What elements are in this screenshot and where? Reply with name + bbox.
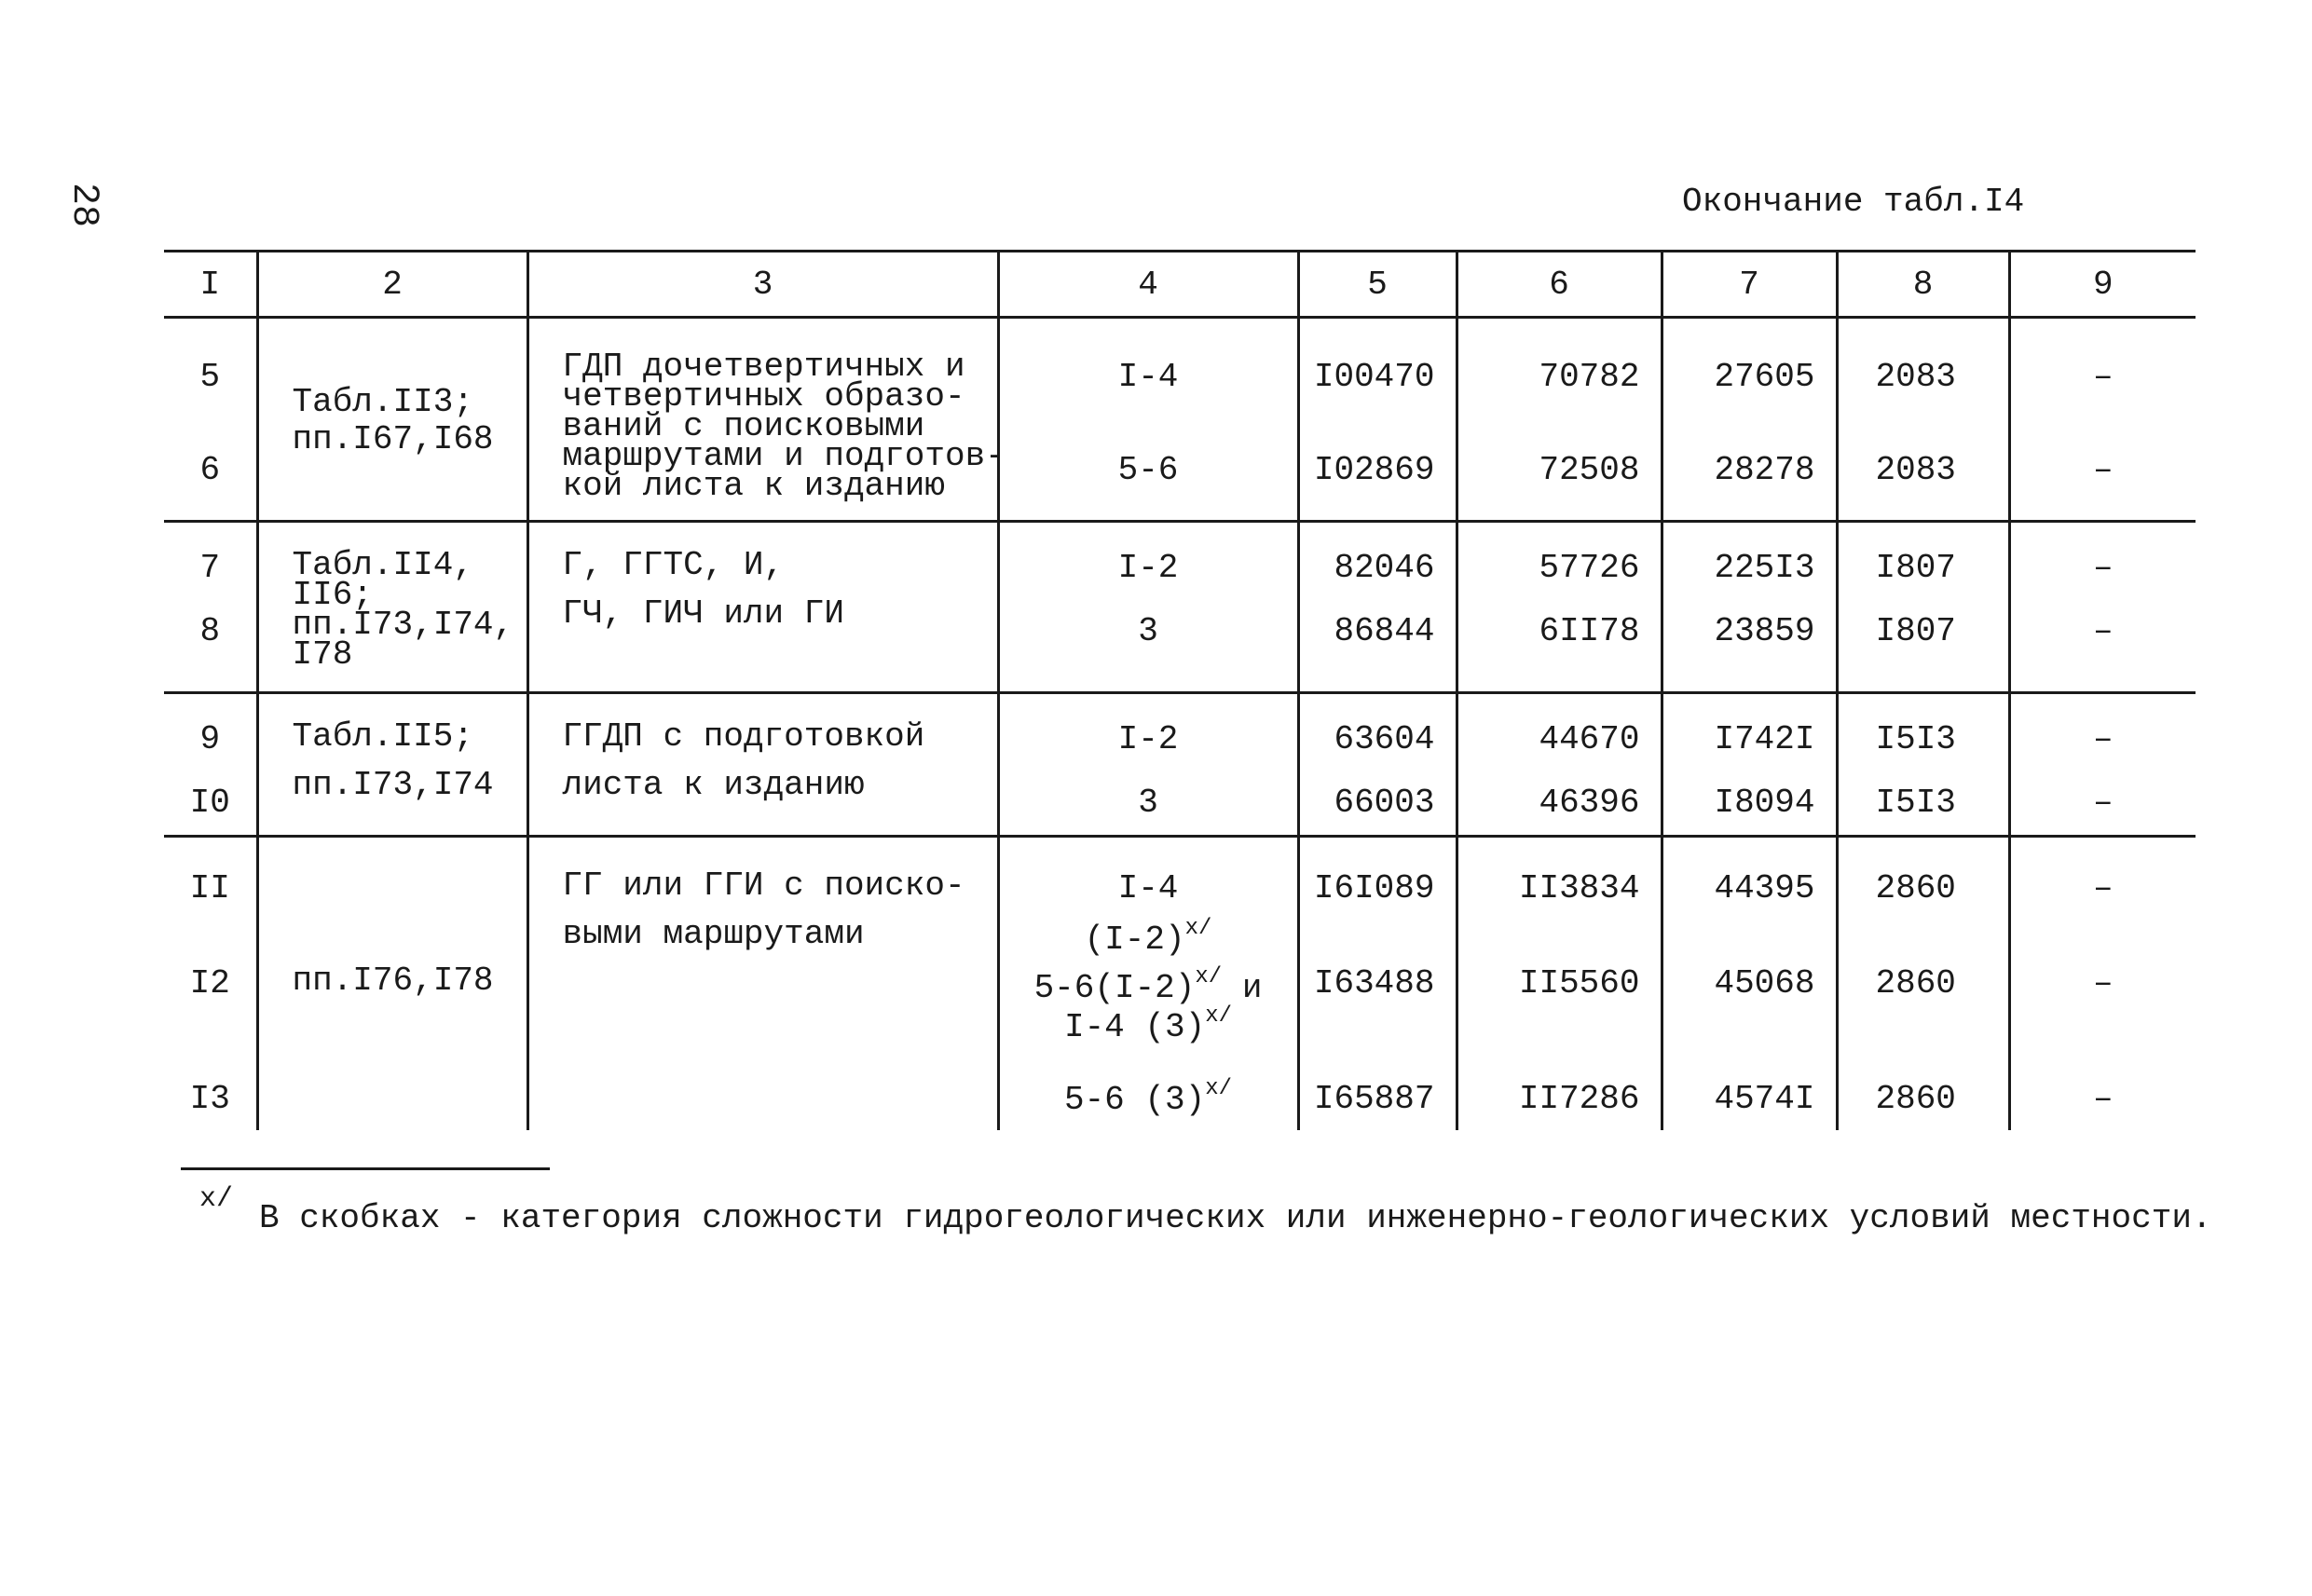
value-cell: I8094	[1714, 784, 1815, 822]
value-cell: 82046	[1334, 549, 1435, 587]
row-number: I3	[189, 1080, 230, 1118]
table-row-group	[164, 318, 2196, 522]
category-cell: I-4	[1117, 358, 1179, 396]
value-cell: 2083	[1875, 451, 1956, 489]
category-cell: 3	[1138, 612, 1158, 650]
description-text: кой листа к изданию	[562, 467, 945, 505]
value-cell: 63604	[1334, 720, 1435, 758]
header-cell: 7	[1662, 252, 1837, 318]
value-cell: 72508	[1539, 451, 1640, 489]
category-cell: 3	[1138, 784, 1158, 822]
value-cell: 2860	[1875, 869, 1956, 907]
value-cell: –	[2092, 358, 2114, 396]
value-cell: 28278	[1714, 451, 1815, 489]
reference-text: Табл.II3;	[292, 383, 473, 421]
description-text: ваний с поисковыми	[562, 407, 925, 445]
header-cell: 5	[1298, 252, 1457, 318]
value-cell: –	[2092, 451, 2114, 489]
category-cell: 5-6	[1117, 451, 1179, 489]
footnote-marker: x/	[1205, 1003, 1233, 1029]
value-cell: I807	[1875, 612, 1956, 650]
table-row-group	[164, 693, 2196, 837]
row-number: I2	[189, 964, 230, 1003]
value-cell: –	[2092, 720, 2114, 758]
value-cell: –	[2092, 1080, 2114, 1118]
description-text: маршрутами и подготов-	[562, 437, 1006, 475]
description-text: Г, ГГТС, И,	[562, 546, 785, 584]
value-cell: II3834	[1518, 869, 1640, 907]
value-cell: 66003	[1334, 784, 1435, 822]
header-cell: 2	[257, 252, 527, 318]
value-cell: 2860	[1875, 1080, 1956, 1118]
description-text: четвертичных образо-	[562, 377, 965, 416]
value-cell: I5I3	[1875, 784, 1956, 822]
category-cell: $(I-2)^{x/}$	[1084, 916, 1212, 959]
reference-text: пп.I73,I74	[292, 766, 494, 804]
reference-text: пп.I76,I78	[292, 962, 494, 1000]
cost-table	[164, 250, 2196, 1130]
row-number: I0	[189, 784, 230, 822]
footnote-marker: x/	[1205, 1076, 1233, 1101]
value-cell: I6I089	[1313, 869, 1435, 907]
reference-text: пп.I67,I68	[292, 420, 494, 458]
footnote-text: В скобках - категория сложности гидрогеологических или инженерно-геологических условий местности.	[259, 1199, 2212, 1237]
footnote-divider	[181, 1167, 550, 1170]
category-cell: I-4	[1117, 869, 1179, 907]
value-cell: 2860	[1875, 964, 1956, 1003]
header-cell: 6	[1457, 252, 1662, 318]
value-cell: 45068	[1714, 964, 1815, 1003]
row-number: 6	[199, 451, 221, 489]
category-cell: $5-6(I-2)^{x/}$ и	[1033, 964, 1263, 1007]
value-cell: 23859	[1714, 612, 1815, 650]
value-cell: 27605	[1714, 358, 1815, 396]
value-cell: 4574I	[1714, 1080, 1815, 1118]
value-cell: –	[2092, 612, 2114, 650]
page-number: 28	[62, 183, 104, 228]
header-cell: 8	[1837, 252, 2009, 318]
description-text: ГГДП с подготовкой	[562, 717, 925, 756]
footnote-marker: x/	[1184, 916, 1212, 941]
value-cell: I742I	[1714, 720, 1815, 758]
row-number: 5	[199, 358, 221, 396]
reference-text: пп.I73,I74,	[292, 606, 514, 644]
value-cell: II7286	[1518, 1080, 1640, 1118]
value-cell: I5I3	[1875, 720, 1956, 758]
value-cell: 6II78	[1539, 612, 1640, 650]
value-cell: –	[2092, 869, 2114, 907]
value-cell: 46396	[1539, 784, 1640, 822]
row-number: 8	[199, 612, 221, 650]
reference-text: Табл.II4,	[292, 546, 473, 584]
value-cell: –	[2092, 784, 2114, 822]
header-cell: 9	[2009, 252, 2196, 318]
value-cell: 86844	[1334, 612, 1435, 650]
description-text: листа к изданию	[562, 766, 865, 804]
table-row-group	[164, 522, 2196, 693]
value-cell: –	[2092, 964, 2114, 1003]
header-cell: 4	[998, 252, 1298, 318]
table-header-row	[164, 252, 2196, 318]
value-cell: II5560	[1518, 964, 1640, 1003]
reference-text: Табл.II5;	[292, 717, 473, 756]
table-caption: Окончание табл.I4	[1682, 183, 2025, 221]
reference-text: II6;	[292, 576, 373, 614]
table-row-group	[164, 837, 2196, 1130]
value-cell: I63488	[1313, 964, 1435, 1003]
category-cell: 5-6 $(3)^{x/}$	[1063, 1076, 1233, 1119]
row-number: 7	[199, 549, 221, 587]
header-cell: 3	[527, 252, 998, 318]
category-cell: I-4 $(3)^{x/}$	[1063, 1003, 1233, 1046]
value-cell: 2083	[1875, 358, 1956, 396]
value-cell: 70782	[1539, 358, 1640, 396]
description-text: ГЧ, ГИЧ или ГИ	[562, 594, 844, 633]
footnote-marker: x/	[199, 1183, 234, 1215]
category-cell: I-2	[1117, 720, 1179, 758]
description-text: выми маршрутами	[562, 915, 865, 953]
value-cell: I00470	[1313, 358, 1435, 396]
description-text: ГГ или ГГИ с поиско-	[562, 866, 965, 905]
description-text: ГДП дочетвертичных и	[562, 348, 965, 386]
value-cell: 57726	[1539, 549, 1640, 587]
category-cell: I-2	[1117, 549, 1179, 587]
reference-text: I78	[292, 635, 353, 674]
footnote-marker: x/	[1195, 964, 1223, 989]
row-number: II	[189, 869, 230, 907]
value-cell: –	[2092, 549, 2114, 587]
value-cell: I807	[1875, 549, 1956, 587]
value-cell: I02869	[1313, 451, 1435, 489]
row-number: 9	[199, 720, 221, 758]
header-cell: I	[164, 252, 257, 318]
value-cell: 44395	[1714, 869, 1815, 907]
value-cell: 225I3	[1714, 549, 1815, 587]
value-cell: I65887	[1313, 1080, 1435, 1118]
value-cell: 44670	[1539, 720, 1640, 758]
